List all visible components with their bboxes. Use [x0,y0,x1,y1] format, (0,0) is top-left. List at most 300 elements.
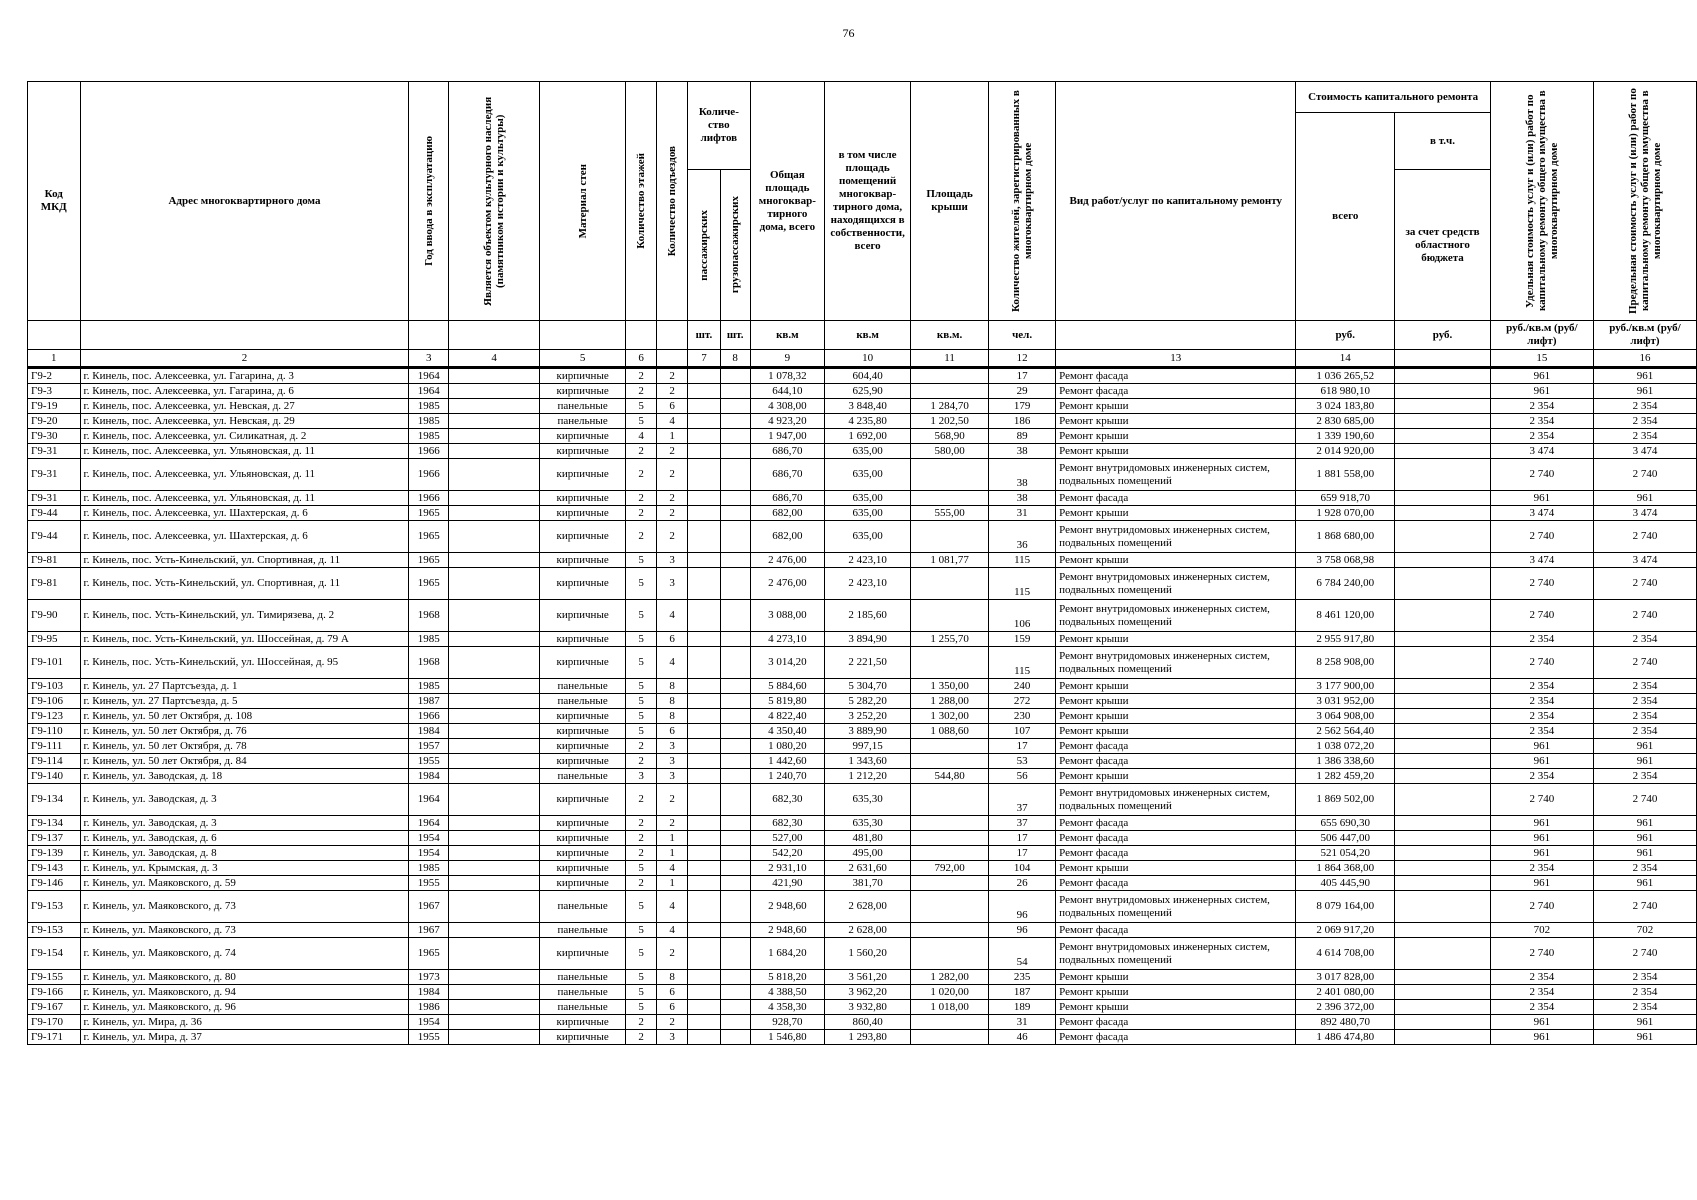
cell-regional-budget [1395,491,1491,506]
column-number: 3 [409,350,449,368]
cell-heritage [449,724,540,739]
cell-year: 1985 [409,632,449,647]
cell-entrances: 4 [657,600,688,632]
cell-work-type: Ремонт крыши [1056,724,1296,739]
cell-residents: 115 [989,647,1056,679]
cell-lifts-passenger [688,399,721,414]
table-row [28,831,1697,846]
cell-wall-material: кирпичные [540,1030,626,1045]
cell-wall-material: панельные [540,769,626,784]
cell-total-area: 1 684,20 [750,938,825,970]
cell-residents: 230 [989,709,1056,724]
cell-total-area: 928,70 [750,1015,825,1030]
column-number [657,350,688,368]
cell-year: 1966 [409,459,449,491]
cell-total-area: 1 240,70 [750,769,825,784]
table-row [28,769,1697,784]
cell-work-type: Ремонт фасада [1056,1015,1296,1030]
cell-heritage [449,1030,540,1045]
cell-owned-area: 3 894,90 [825,632,911,647]
cell-year: 1954 [409,1015,449,1030]
cell-code: Г9-154 [28,938,81,970]
cell-residents: 26 [989,876,1056,891]
cell-work-type: Ремонт фасада [1056,846,1296,861]
cell-cost-total: 1 869 502,00 [1296,784,1395,816]
cell-heritage [449,816,540,831]
cell-work-type: Ремонт внутридомовых инженерных систем, подвальных помещений [1056,459,1296,491]
cell-roof-area: 1 202,50 [911,414,989,429]
cell-unit-cost: 961 [1490,1015,1593,1030]
cell-unit-cost: 961 [1490,384,1593,399]
cell-lifts-cargo [720,459,750,491]
cell-regional-budget [1395,600,1491,632]
cell-cost-total: 4 614 708,00 [1296,938,1395,970]
cell-heritage [449,769,540,784]
cell-address: г. Кинель, ул. Заводская, д. 3 [80,784,409,816]
cell-floors: 5 [626,724,657,739]
table-row [28,846,1697,861]
cell-heritage [449,444,540,459]
cell-address: г. Кинель, пос. Усть-Кинельский, ул. Шоссейная, д. 79 А [80,632,409,647]
cell-cost-total: 1 386 338,60 [1296,754,1395,769]
table-row [28,876,1697,891]
cell-total-area: 4 822,40 [750,709,825,724]
cell-cost-total: 1 881 558,00 [1296,459,1395,491]
cell-lifts-cargo [720,1015,750,1030]
cell-wall-material: кирпичные [540,429,626,444]
cell-entrances: 2 [657,506,688,521]
cell-owned-area: 2 221,50 [825,647,911,679]
cell-floors: 2 [626,739,657,754]
cell-owned-area: 1 212,20 [825,769,911,784]
cell-max-cost: 2 354 [1593,429,1696,444]
cell-heritage [449,1015,540,1030]
cell-unit-cost: 2 354 [1490,1000,1593,1015]
cell-max-cost: 961 [1593,1015,1696,1030]
cell-heritage [449,754,540,769]
cell-owned-area: 635,30 [825,784,911,816]
cell-entrances: 1 [657,876,688,891]
cell-lifts-passenger [688,846,721,861]
cell-year: 1985 [409,414,449,429]
table-row [28,491,1697,506]
cell-residents: 235 [989,970,1056,985]
cell-residents: 179 [989,399,1056,414]
cell-unit-cost: 961 [1490,816,1593,831]
cell-cost-total: 1 868 680,00 [1296,521,1395,553]
cell-cost-total: 1 864 368,00 [1296,861,1395,876]
cell-total-area: 4 923,20 [750,414,825,429]
cell-unit-cost: 3 474 [1490,444,1593,459]
cell-unit-cost: 2 740 [1490,521,1593,553]
cell-heritage [449,891,540,923]
cell-entrances: 1 [657,831,688,846]
cell-unit-cost: 961 [1490,846,1593,861]
cell-total-area: 2 948,60 [750,891,825,923]
cell-unit-cost: 2 740 [1490,600,1593,632]
cell-floors: 5 [626,679,657,694]
cell-address: г. Кинель, ул. Маяковского, д. 94 [80,985,409,1000]
cell-lifts-cargo [720,784,750,816]
cell-residents: 53 [989,754,1056,769]
column-number: 13 [1056,350,1296,368]
cell-address: г. Кинель, пос. Алексеевка, ул. Ульяновская, д. 11 [80,444,409,459]
cell-entrances: 3 [657,769,688,784]
cell-roof-area [911,459,989,491]
cell-floors: 5 [626,414,657,429]
cell-lifts-cargo [720,985,750,1000]
cell-lifts-passenger [688,647,721,679]
cell-year: 1966 [409,491,449,506]
table-row [28,985,1697,1000]
cell-max-cost: 2 354 [1593,1000,1696,1015]
cell-work-type: Ремонт крыши [1056,985,1296,1000]
cell-lifts-cargo [720,506,750,521]
cell-lifts-cargo [720,709,750,724]
cell-floors: 2 [626,754,657,769]
cell-max-cost: 2 354 [1593,970,1696,985]
table-row [28,384,1697,399]
table-row [28,891,1697,923]
cell-work-type: Ремонт фасада [1056,739,1296,754]
cell-year: 1968 [409,600,449,632]
cell-year: 1966 [409,444,449,459]
cell-wall-material: кирпичные [540,632,626,647]
cell-max-cost: 2 354 [1593,414,1696,429]
cell-work-type: Ремонт фасада [1056,1030,1296,1045]
cell-residents: 89 [989,429,1056,444]
column-number: 11 [911,350,989,368]
cell-heritage [449,739,540,754]
cell-regional-budget [1395,724,1491,739]
cell-total-area: 4 308,00 [750,399,825,414]
cell-address: г. Кинель, ул. Маяковского, д. 80 [80,970,409,985]
cell-floors: 2 [626,784,657,816]
cell-lifts-passenger [688,769,721,784]
cell-year: 1984 [409,724,449,739]
cell-roof-area: 792,00 [911,861,989,876]
cell-wall-material: кирпичные [540,846,626,861]
cell-lifts-passenger [688,506,721,521]
cell-year: 1985 [409,399,449,414]
cell-residents: 17 [989,368,1056,384]
cell-lifts-passenger [688,632,721,647]
cell-max-cost: 961 [1593,876,1696,891]
cell-work-type: Ремонт фасада [1056,876,1296,891]
cell-cost-total: 405 445,90 [1296,876,1395,891]
cell-address: г. Кинель, ул. 50 лет Октября, д. 108 [80,709,409,724]
cell-regional-budget [1395,444,1491,459]
cell-entrances: 2 [657,521,688,553]
cell-entrances: 2 [657,384,688,399]
table-row [28,709,1697,724]
cell-owned-area: 1 560,20 [825,938,911,970]
cell-heritage [449,491,540,506]
cell-year: 1986 [409,1000,449,1015]
cell-owned-area: 3 561,20 [825,970,911,985]
cell-address: г. Кинель, пос. Алексеевка, ул. Гагарина, д. 6 [80,384,409,399]
cell-year: 1955 [409,876,449,891]
cell-regional-budget [1395,506,1491,521]
cell-cost-total: 506 447,00 [1296,831,1395,846]
cell-floors: 5 [626,694,657,709]
cell-heritage [449,506,540,521]
cell-roof-area [911,846,989,861]
cell-cost-total: 1 038 072,20 [1296,739,1395,754]
cell-lifts-passenger [688,923,721,938]
column-numbers-row [28,350,1697,368]
cell-wall-material: кирпичные [540,739,626,754]
cell-code: Г9-30 [28,429,81,444]
cell-year: 1984 [409,985,449,1000]
cell-wall-material: кирпичные [540,784,626,816]
cell-unit-cost: 2 354 [1490,970,1593,985]
cell-owned-area: 635,00 [825,444,911,459]
cell-regional-budget [1395,831,1491,846]
cell-regional-budget [1395,846,1491,861]
cell-max-cost: 2 354 [1593,861,1696,876]
cell-address: г. Кинель, ул. 50 лет Октября, д. 76 [80,724,409,739]
cell-wall-material: панельные [540,970,626,985]
cell-regional-budget [1395,679,1491,694]
cell-regional-budget [1395,1030,1491,1045]
cell-regional-budget [1395,521,1491,553]
cell-code: Г9-95 [28,632,81,647]
cell-cost-total: 618 980,10 [1296,384,1395,399]
cell-heritage [449,553,540,568]
column-number: 5 [540,350,626,368]
cell-residents: 38 [989,444,1056,459]
cell-unit-cost: 2 740 [1490,568,1593,600]
cell-unit-cost: 2 740 [1490,891,1593,923]
cell-floors: 5 [626,861,657,876]
table-row [28,632,1697,647]
cell-heritage [449,709,540,724]
cell-lifts-passenger [688,429,721,444]
cell-cost-total: 1 282 459,20 [1296,769,1395,784]
header-entrances: Количество подъездов [666,145,679,257]
cell-owned-area: 2 628,00 [825,923,911,938]
cell-entrances: 3 [657,754,688,769]
column-number [1395,350,1491,368]
cell-year: 1955 [409,754,449,769]
cell-roof-area: 1 088,60 [911,724,989,739]
cell-cost-total: 659 918,70 [1296,491,1395,506]
unit-sqm: кв.м [750,321,825,350]
cell-year: 1957 [409,739,449,754]
cell-year: 1965 [409,568,449,600]
cell-cost-total: 892 480,70 [1296,1015,1395,1030]
cell-heritage [449,938,540,970]
cell-wall-material: кирпичные [540,861,626,876]
cell-residents: 115 [989,568,1056,600]
cell-code: Г9-3 [28,384,81,399]
cell-code: Г9-166 [28,985,81,1000]
cell-cost-total: 3 177 900,00 [1296,679,1395,694]
cell-max-cost: 702 [1593,923,1696,938]
cell-owned-area: 1 293,80 [825,1030,911,1045]
cell-roof-area: 544,80 [911,769,989,784]
cell-floors: 5 [626,399,657,414]
cell-max-cost: 2 740 [1593,568,1696,600]
cell-wall-material: панельные [540,891,626,923]
cell-residents: 29 [989,384,1056,399]
cell-code: Г9-31 [28,459,81,491]
cell-wall-material: панельные [540,679,626,694]
cell-work-type: Ремонт крыши [1056,709,1296,724]
cell-wall-material: панельные [540,399,626,414]
cell-address: г. Кинель, пос. Алексеевка, ул. Невская, д. 29 [80,414,409,429]
cell-heritage [449,384,540,399]
cell-heritage [449,521,540,553]
cell-owned-area: 635,00 [825,459,911,491]
cell-address: г. Кинель, пос. Алексеевка, ул. Шахтерская, д. 6 [80,506,409,521]
cell-code: Г9-44 [28,506,81,521]
cell-regional-budget [1395,938,1491,970]
table-row [28,600,1697,632]
capital-repair-table [27,81,1697,1045]
cell-entrances: 4 [657,861,688,876]
cell-work-type: Ремонт внутридомовых инженерных систем, подвальных помещений [1056,938,1296,970]
cell-code: Г9-155 [28,970,81,985]
cell-address: г. Кинель, пос. Алексеевка, ул. Ульяновская, д. 11 [80,459,409,491]
cell-work-type: Ремонт крыши [1056,769,1296,784]
cell-owned-area: 1 692,00 [825,429,911,444]
unit-rub: руб. [1395,321,1491,350]
table-body [28,368,1697,1045]
column-number: 15 [1490,350,1593,368]
cell-roof-area: 1 018,00 [911,1000,989,1015]
cell-total-area: 4 273,10 [750,632,825,647]
cell-total-area: 686,70 [750,459,825,491]
cell-code: Г9-137 [28,831,81,846]
cell-wall-material: панельные [540,923,626,938]
cell-cost-total: 3 024 183,80 [1296,399,1395,414]
cell-cost-total: 1 036 265,52 [1296,368,1395,384]
cell-code: Г9-171 [28,1030,81,1045]
column-number: 6 [626,350,657,368]
cell-total-area: 1 078,32 [750,368,825,384]
cell-regional-budget [1395,891,1491,923]
cell-wall-material: кирпичные [540,553,626,568]
cell-lifts-cargo [720,1030,750,1045]
header-regional-budget: за счет средств областного бюджета [1395,170,1491,321]
cell-year: 1984 [409,769,449,784]
table-row [28,1030,1697,1045]
cell-unit-cost: 961 [1490,1030,1593,1045]
cell-max-cost: 2 740 [1593,459,1696,491]
page-number: 76 [842,26,855,40]
cell-heritage [449,399,540,414]
cell-code: Г9-123 [28,709,81,724]
cell-owned-area: 495,00 [825,846,911,861]
cell-lifts-cargo [720,632,750,647]
cell-work-type: Ремонт фасада [1056,754,1296,769]
cell-code: Г9-31 [28,491,81,506]
cell-roof-area [911,368,989,384]
cell-entrances: 2 [657,784,688,816]
cell-max-cost: 2 740 [1593,600,1696,632]
cell-owned-area: 635,00 [825,491,911,506]
cell-code: Г9-140 [28,769,81,784]
cell-wall-material: панельные [540,694,626,709]
cell-year: 1965 [409,938,449,970]
table-row [28,970,1697,985]
cell-max-cost: 2 740 [1593,647,1696,679]
cell-wall-material: кирпичные [540,444,626,459]
cell-regional-budget [1395,816,1491,831]
cell-heritage [449,831,540,846]
cell-floors: 2 [626,816,657,831]
cell-entrances: 4 [657,891,688,923]
cell-unit-cost: 2 740 [1490,459,1593,491]
cell-year: 1964 [409,816,449,831]
cell-entrances: 6 [657,985,688,1000]
cell-regional-budget [1395,985,1491,1000]
cell-total-area: 686,70 [750,491,825,506]
header-year: Год ввода в эксплуатацию [422,136,435,266]
cell-lifts-passenger [688,754,721,769]
cell-owned-area: 3 252,20 [825,709,911,724]
cell-total-area: 542,20 [750,846,825,861]
cell-year: 1954 [409,831,449,846]
cell-roof-area [911,754,989,769]
cell-max-cost: 961 [1593,831,1696,846]
cell-address: г. Кинель, ул. 50 лет Октября, д. 78 [80,739,409,754]
cell-lifts-passenger [688,938,721,970]
cell-address: г. Кинель, пос. Усть-Кинельский, ул. Шоссейная, д. 95 [80,647,409,679]
cell-total-area: 686,70 [750,444,825,459]
cell-floors: 2 [626,521,657,553]
cell-address: г. Кинель, ул. Заводская, д. 18 [80,769,409,784]
cell-residents: 17 [989,739,1056,754]
cell-address: г. Кинель, пос. Алексеевка, ул. Гагарина, д. 3 [80,368,409,384]
cell-heritage [449,923,540,938]
cell-lifts-passenger [688,891,721,923]
cell-total-area: 4 388,50 [750,985,825,1000]
cell-owned-area: 2 423,10 [825,553,911,568]
cell-cost-total: 2 401 080,00 [1296,985,1395,1000]
cell-unit-cost: 961 [1490,491,1593,506]
cell-unit-cost: 2 740 [1490,938,1593,970]
cell-work-type: Ремонт крыши [1056,414,1296,429]
cell-total-area: 3 088,00 [750,600,825,632]
cell-unit-cost: 961 [1490,739,1593,754]
cell-wall-material: кирпичные [540,647,626,679]
cell-residents: 186 [989,414,1056,429]
cell-wall-material: кирпичные [540,384,626,399]
cell-regional-budget [1395,970,1491,985]
cell-cost-total: 2 396 372,00 [1296,1000,1395,1015]
cell-roof-area: 1 288,00 [911,694,989,709]
cell-work-type: Ремонт крыши [1056,506,1296,521]
cell-residents: 107 [989,724,1056,739]
cell-entrances: 2 [657,368,688,384]
cell-residents: 38 [989,491,1056,506]
cell-address: г. Кинель, ул. Маяковского, д. 74 [80,938,409,970]
cell-floors: 4 [626,429,657,444]
cell-residents: 31 [989,506,1056,521]
cell-code: Г9-134 [28,784,81,816]
cell-lifts-cargo [720,724,750,739]
column-number: 12 [989,350,1056,368]
cell-total-area: 421,90 [750,876,825,891]
cell-lifts-cargo [720,769,750,784]
cell-total-area: 682,30 [750,816,825,831]
cell-regional-budget [1395,754,1491,769]
cell-unit-cost: 2 354 [1490,694,1593,709]
cell-owned-area: 635,00 [825,506,911,521]
